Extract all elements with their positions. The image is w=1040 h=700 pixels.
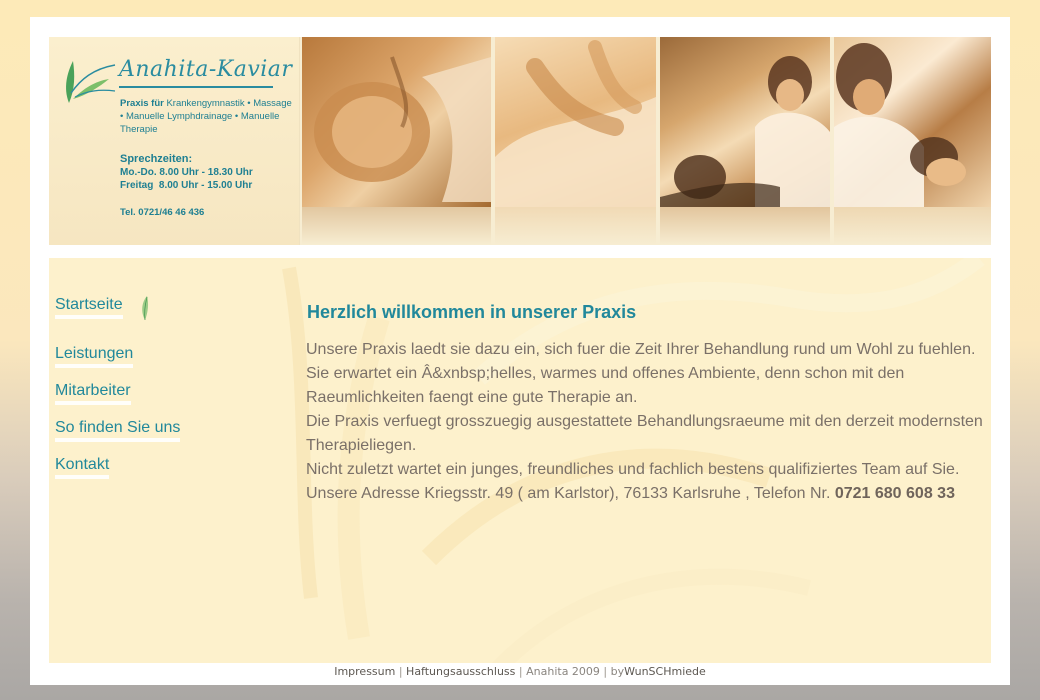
services-prefix: Praxis für [120, 98, 164, 109]
photo-head-massage [834, 37, 991, 207]
nav-label: Leistungen [55, 345, 134, 362]
footer-separator: | [599, 665, 611, 678]
page-title: Herzlich willkommen in unserer Praxis [307, 302, 637, 322]
nav-item-mitarbeiter[interactable] [55, 382, 131, 405]
footer [30, 665, 1010, 678]
impressum-link[interactable]: Impressum [334, 665, 396, 678]
header-banner [49, 37, 991, 245]
disclaimer-link[interactable]: Haftungsausschluss [406, 665, 516, 678]
nav-underline [55, 401, 131, 405]
nav-item-kontakt[interactable] [55, 456, 109, 479]
photo-therapist-patient [660, 37, 830, 207]
hours-weekdays: Mo.-Do. 8.00 Uhr - 18.30 Uhr [120, 167, 253, 178]
welcome-text [306, 338, 986, 506]
nav-label: Startseite [55, 296, 123, 313]
footer-separator: | [515, 665, 527, 678]
hours-friday: Freitag 8.00 Uhr - 15.00 Uhr [120, 180, 253, 191]
nav-label: Kontakt [55, 456, 110, 473]
paragraph: Die Praxis verfuegt grosszuegig ausgestattete Behandlungsraeume mit den derzeit modernsten Therapieliegen. [306, 413, 983, 454]
nav-label: So finden Sie uns [55, 419, 181, 436]
designer-link[interactable]: WunSCHmiede [624, 665, 706, 678]
photo-reflection [302, 207, 491, 245]
photo-massage-face [302, 37, 491, 207]
address-phone: 0721 680 608 33 [834, 485, 955, 502]
page-frame [30, 17, 1010, 685]
paragraph: Sie erwartet ein Â&xnbsp;helles, warmes und offenes Ambiente, denn schon mit den Raeumlichkeiten faengt eine gute Therapie an. [306, 365, 905, 406]
leaf-logo-icon [59, 53, 119, 113]
paragraph: Nicht zuletzt wartet ein junges, freundliches und fachlich bestens qualifiziertes Team auf Sie. [306, 461, 960, 478]
brand-name: Anahita-Kaviar [119, 57, 293, 82]
nav-label: Mitarbeiter [55, 382, 131, 399]
brand-underline [119, 86, 273, 88]
address-line [306, 482, 986, 506]
nav-underline [55, 364, 133, 368]
nav-item-leistungen[interactable] [55, 345, 133, 368]
nav-item-startseite[interactable] [55, 296, 123, 319]
footer-separator: | [395, 665, 407, 678]
photo-massage-back [495, 37, 656, 207]
paragraph: Unsere Praxis laedt sie dazu ein, sich fuer die Zeit Ihrer Behandlung rund um Wohl zu fuehlen. [306, 341, 976, 358]
copyright-text: Anahita 2009 [526, 665, 600, 678]
services-list: Krankengymnastik • Massage • Manuelle Lymphdrainage • Manuelle Therapie [120, 98, 292, 135]
hours-title: Sprechzeiten: [120, 153, 193, 165]
nav-item-so-finden-sie-uns[interactable] [55, 419, 180, 442]
brand-services [120, 97, 295, 136]
address-text: Unsere Adresse Kriegsstr. 49 ( am Karlstor), 76133 Karlsruhe , Telefon Nr. [306, 485, 831, 502]
nav-underline [55, 438, 180, 442]
photo-reflection [834, 207, 991, 245]
content-area [49, 258, 991, 663]
photo-reflection [495, 207, 656, 245]
photo-reflection [660, 207, 830, 245]
nav-underline [55, 475, 109, 479]
nav-underline [55, 315, 123, 319]
by-prefix: by [610, 665, 625, 678]
leaf-icon [139, 295, 153, 321]
header-phone: Tel. 0721/46 46 436 [120, 207, 205, 218]
logo-panel [49, 37, 300, 245]
